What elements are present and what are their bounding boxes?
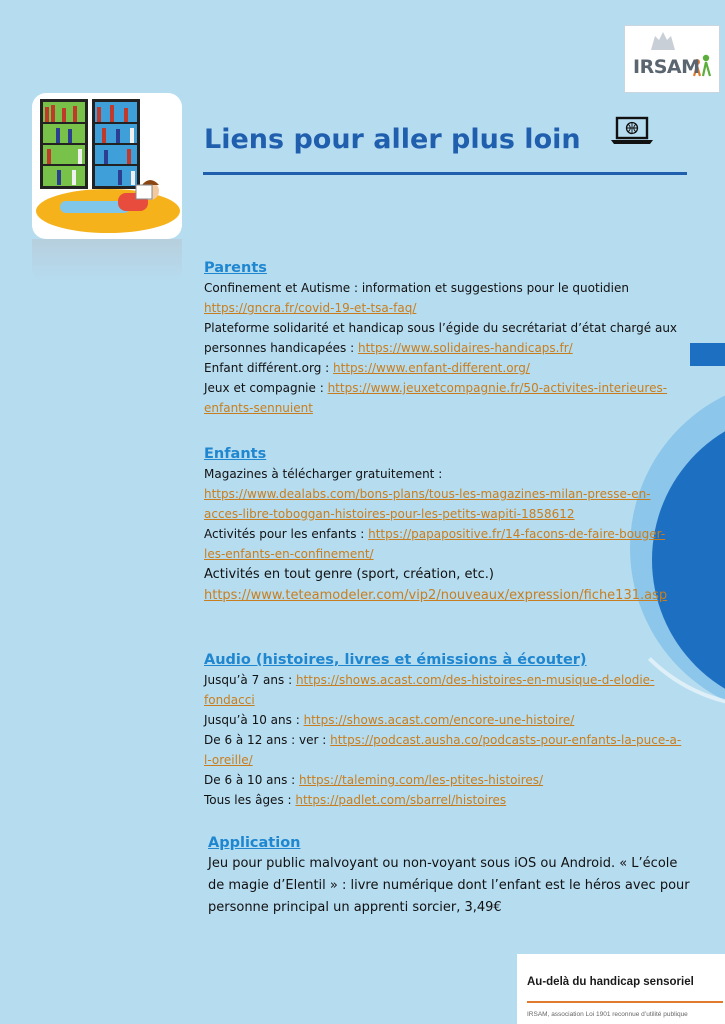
- list-item: [204, 484, 694, 504]
- paragraph-line: Jeu pour public malvoyant ou non-voyant sous iOS ou Android. « L’école: [208, 856, 678, 871]
- link-padlet[interactable]: https://padlet.com/sbarrel/histoires: [295, 793, 507, 807]
- link-papapositive[interactable]: https://papapositive.fr/14-facons-de-faire-bouger-: [368, 527, 666, 541]
- paragraph-line: de magie d’Elentil » : livre numérique dont l’enfant est le héros avec pour: [208, 878, 690, 893]
- list-item: Jusqu’à 10 ans : https://shows.acast.com/encore-une-histoire/: [204, 713, 575, 727]
- list-item: [204, 298, 694, 318]
- list-item: Jusqu’à 7 ans : https://shows.acast.com/des-histoires-en-musique-d-elodie-: [204, 673, 655, 687]
- list-item: Tous les âges : https://padlet.com/sbarrel/histoires: [204, 793, 507, 807]
- link-acast-encore[interactable]: https://shows.acast.com/encore-une-histoire/: [303, 713, 575, 727]
- list-item: [204, 398, 694, 418]
- section-heading-parents: Parents: [204, 260, 267, 276]
- section-heading-audio: Audio (histoires, livres et émissions à écouter): [204, 652, 587, 668]
- section-heading-application: Application: [208, 835, 301, 851]
- logo-text: IRSAM: [633, 56, 700, 78]
- link-jeuxetcompagnie[interactable]: https://www.jeuxetcompagnie.fr/50-activites-interieures-: [327, 381, 668, 395]
- link-acast-elodie[interactable]: https://shows.acast.com/des-histoires-en-musique-d-elodie-: [295, 673, 655, 687]
- list-item: [204, 544, 694, 564]
- list-item: De 6 à 12 ans : ver : https://podcast.ausha.co/podcasts-pour-enfants-la-puce-a-: [204, 733, 682, 747]
- list-item: Activités pour les enfants : https://papapositive.fr/14-facons-de-faire-bouger-: [204, 527, 666, 541]
- irsam-logo: [624, 25, 720, 93]
- footer-legal: IRSAM, association Loi 1901 reconnue d’utilité publique: [527, 1011, 688, 1018]
- list-item: Jeux et compagnie : https://www.jeuxetcompagnie.fr/50-activites-interieures-: [204, 381, 668, 395]
- link-taleming[interactable]: https://taleming.com/les-ptites-histoires/: [299, 773, 544, 787]
- list-item: [204, 585, 694, 606]
- decor-bar: [690, 343, 725, 366]
- list-item: Magazines à télécharger gratuitement :: [204, 467, 443, 481]
- list-item: [204, 690, 694, 710]
- list-item: Enfant différent.org : https://www.enfant-different.org/: [204, 361, 530, 375]
- link-solidaires-handicaps[interactable]: https://www.solidaires-handicaps.fr/: [357, 341, 573, 355]
- page-title: Liens pour aller plus loin: [204, 124, 581, 155]
- footer-box: [517, 954, 725, 1024]
- link-ausha-cont[interactable]: l-oreille/: [204, 753, 253, 767]
- list-item: De 6 à 10 ans : https://taleming.com/les-ptites-histoires/: [204, 773, 544, 787]
- list-item: [204, 504, 694, 524]
- paragraph-line: personne principal un apprenti sorcier, 3,49€: [208, 900, 502, 915]
- link-jeuxetcompagnie-cont[interactable]: enfants-sennuient: [204, 401, 313, 415]
- footer-tagline: Au-delà du handicap sensoriel: [527, 976, 694, 988]
- child-reading-bookshelf-icon: [32, 93, 182, 239]
- link-dealabs-cont[interactable]: acces-libre-toboggan-histoires-pour-les-petits-wapiti-1858612: [204, 507, 575, 521]
- link-gncra[interactable]: https://gncra.fr/covid-19-et-tsa-faq/: [204, 301, 417, 315]
- list-item: [204, 750, 694, 770]
- section-application: [208, 835, 698, 919]
- list-item: Plateforme solidarité et handicap sous l’égide du secrétariat d’état chargé aux: [204, 321, 678, 335]
- section-parents: [204, 260, 694, 418]
- laptop-globe-icon: [609, 116, 655, 146]
- title-underline: [203, 172, 687, 175]
- link-ausha[interactable]: https://podcast.ausha.co/podcasts-pour-enfants-la-puce-a-: [330, 733, 682, 747]
- link-dealabs[interactable]: https://www.dealabs.com/bons-plans/tous-les-magazines-milan-presse-en-: [204, 487, 651, 501]
- link-papapositive-cont[interactable]: les-enfants-en-confinement/: [204, 547, 374, 561]
- link-enfant-different[interactable]: https://www.enfant-different.org/: [333, 361, 530, 375]
- section-enfants: [204, 446, 694, 606]
- list-item: Activités en tout genre (sport, création, etc.): [204, 567, 494, 582]
- section-heading-enfants: Enfants: [204, 446, 267, 462]
- list-item: Confinement et Autisme : information et suggestions pour le quotidien: [204, 281, 629, 295]
- list-item: personnes handicapées : https://www.solidaires-handicaps.fr/: [204, 341, 573, 355]
- section-audio: [204, 652, 694, 810]
- illustration-reflection: [32, 239, 182, 283]
- link-acast-elodie-cont[interactable]: fondacci: [204, 693, 255, 707]
- footer-divider: [527, 1001, 723, 1003]
- link-teteamodeler[interactable]: https://www.teteamodeler.com/vip2/nouveaux/expression/fiche131.asp: [204, 588, 668, 603]
